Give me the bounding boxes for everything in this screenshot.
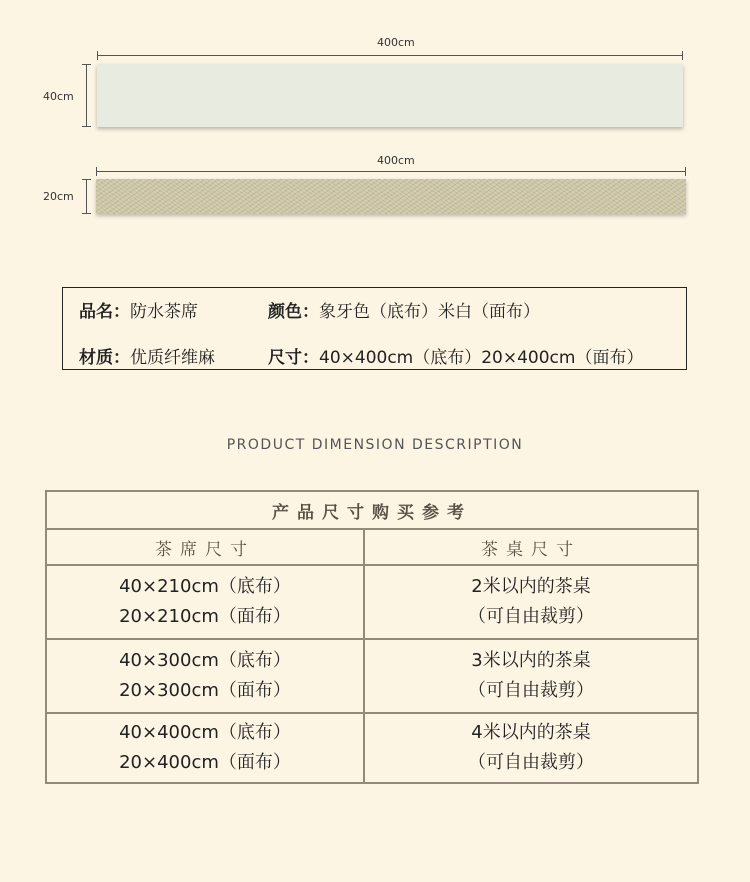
mat-size-bottom: 40×400cm（底布）	[119, 722, 291, 743]
name-row	[79, 297, 198, 322]
table-row	[47, 714, 363, 782]
name-label: 品名：	[79, 302, 130, 322]
product-info-box	[62, 287, 687, 370]
top-width-line	[97, 55, 683, 56]
mat-size-top: 20×400cm（面布）	[119, 752, 291, 773]
bottom-height-line	[86, 179, 87, 214]
top-cloth-image	[96, 179, 686, 214]
name-value: 防水茶席	[130, 302, 198, 322]
mat-size-top: 20×210cm（面布）	[119, 606, 291, 627]
tea-table-note: （可自由裁剪）	[468, 606, 594, 627]
top-width-label: 400cm	[377, 36, 415, 49]
bottom-cloth-image	[97, 64, 683, 127]
bottom-width-line	[96, 171, 686, 172]
top-height-label: 40cm	[43, 90, 74, 103]
size-row	[268, 343, 643, 368]
bottom-width-label: 400cm	[377, 154, 415, 167]
table-title: 产品尺寸购买参考	[272, 502, 472, 523]
mat-size-bottom: 40×300cm（底布）	[119, 650, 291, 671]
color-value: 象牙色（底布）米白（面布）	[319, 302, 540, 322]
col-header-tea-mat: 茶席尺寸	[155, 539, 255, 560]
color-row	[268, 297, 540, 322]
section-title: PRODUCT DIMENSION DESCRIPTION	[226, 437, 524, 453]
table-row	[365, 714, 697, 782]
tea-table-size: 3米以内的茶桌	[471, 650, 591, 671]
mat-size-bottom: 40×210cm（底布）	[119, 576, 291, 597]
size-label: 尺寸：	[268, 348, 319, 368]
size-reference-table	[45, 490, 699, 784]
table-row	[47, 640, 363, 712]
tea-table-size: 4米以内的茶桌	[471, 722, 591, 743]
size-value: 40×400cm（底布）20×400cm（面布）	[319, 348, 644, 368]
table-row	[47, 566, 363, 638]
material-row	[79, 343, 215, 368]
material-value: 优质纤维麻	[130, 348, 215, 368]
table-row	[365, 566, 697, 638]
tea-table-note: （可自由裁剪）	[468, 680, 594, 701]
tea-table-note: （可自由裁剪）	[468, 752, 594, 773]
col-header-tea-table: 茶桌尺寸	[481, 539, 581, 560]
table-row	[365, 640, 697, 712]
bottom-height-label: 20cm	[43, 190, 74, 203]
material-label: 材质：	[79, 348, 130, 368]
tea-table-size: 2米以内的茶桌	[471, 576, 591, 597]
top-height-line	[86, 64, 87, 127]
mat-size-top: 20×300cm（面布）	[119, 680, 291, 701]
color-label: 颜色：	[268, 302, 319, 322]
